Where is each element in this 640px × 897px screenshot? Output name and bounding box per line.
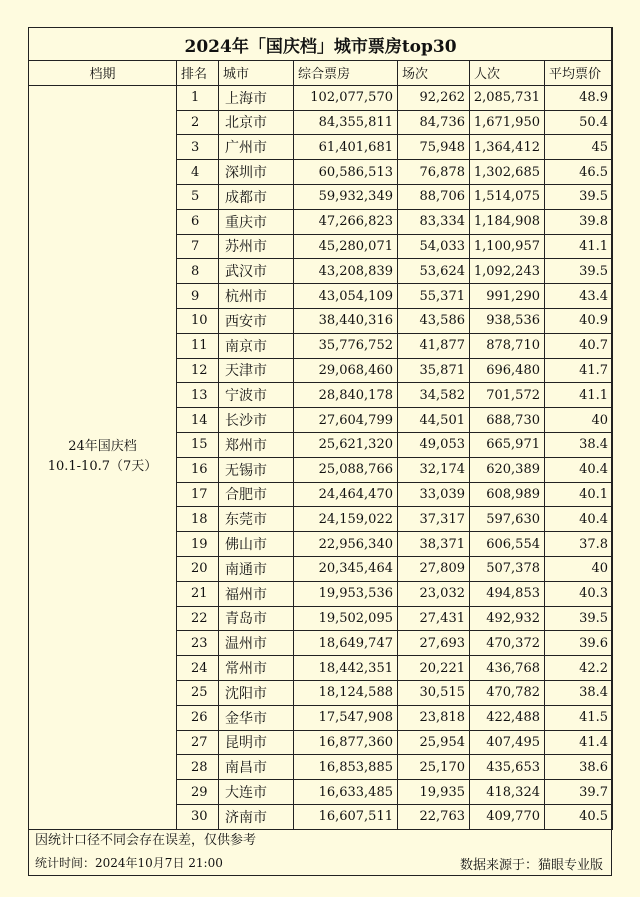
viewers-cell: 409,770 <box>470 804 545 829</box>
avg-price-cell: 41.4 <box>545 730 613 755</box>
period-dates: 10.1-10.7（7天） <box>47 459 158 475</box>
rank-cell: 12 <box>177 358 219 383</box>
viewers-cell: 435,653 <box>470 755 545 780</box>
avg-price-cell: 38.4 <box>545 680 613 705</box>
box-office-cell: 61,401,681 <box>294 135 398 160</box>
period-name: 24年国庆档 <box>68 439 137 455</box>
city-cell: 成都市 <box>219 184 294 209</box>
box-office-cell: 16,877,360 <box>294 730 398 755</box>
box-office-cell: 84,355,811 <box>294 110 398 135</box>
box-office-cell: 24,159,022 <box>294 507 398 532</box>
city-cell: 西安市 <box>219 308 294 333</box>
viewers-cell: 1,302,685 <box>470 160 545 185</box>
rank-cell: 3 <box>177 135 219 160</box>
city-cell: 上海市 <box>219 85 294 110</box>
avg-price-cell: 40.3 <box>545 581 613 606</box>
data-source: 数据来源于：猫眼专业版 <box>459 858 603 873</box>
avg-price-cell: 40.5 <box>545 804 613 829</box>
viewers-cell: 1,514,075 <box>470 184 545 209</box>
viewers-cell: 1,092,243 <box>470 259 545 284</box>
viewers-cell: 701,572 <box>470 383 545 408</box>
avg-price-cell: 42.2 <box>545 656 613 681</box>
city-cell: 杭州市 <box>219 284 294 309</box>
shows-cell: 49,053 <box>398 432 470 457</box>
box-office-cell: 38,440,316 <box>294 308 398 333</box>
avg-price-cell: 39.5 <box>545 184 613 209</box>
viewers-cell: 938,536 <box>470 308 545 333</box>
avg-price-cell: 43.4 <box>545 284 613 309</box>
avg-price-cell: 40 <box>545 408 613 433</box>
box-office-cell: 27,604,799 <box>294 408 398 433</box>
avg-price-cell: 39.5 <box>545 606 613 631</box>
rank-cell: 27 <box>177 730 219 755</box>
rank-cell: 10 <box>177 308 219 333</box>
viewers-cell: 1,671,950 <box>470 110 545 135</box>
rank-cell: 19 <box>177 532 219 557</box>
city-cell: 温州市 <box>219 631 294 656</box>
box-office-cell: 25,621,320 <box>294 432 398 457</box>
period-cell <box>29 85 177 829</box>
rank-cell: 22 <box>177 606 219 631</box>
city-cell: 福州市 <box>219 581 294 606</box>
viewers-cell: 2,085,731 <box>470 85 545 110</box>
avg-price-cell: 40.1 <box>545 482 613 507</box>
box-office-table <box>28 27 613 830</box>
header-row <box>29 61 613 86</box>
shows-cell: 88,706 <box>398 184 470 209</box>
viewers-cell: 470,782 <box>470 680 545 705</box>
avg-price-cell: 40 <box>545 556 613 581</box>
avg-price-cell: 40.4 <box>545 507 613 532</box>
box-office-cell: 16,853,885 <box>294 755 398 780</box>
avg-price-cell: 39.8 <box>545 209 613 234</box>
shows-cell: 92,262 <box>398 85 470 110</box>
viewers-cell: 991,290 <box>470 284 545 309</box>
shows-cell: 43,586 <box>398 308 470 333</box>
table-row <box>29 85 613 110</box>
rank-cell: 5 <box>177 184 219 209</box>
shows-cell: 38,371 <box>398 532 470 557</box>
avg-price-cell: 41.5 <box>545 705 613 730</box>
city-cell: 东莞市 <box>219 507 294 532</box>
box-office-cell: 25,088,766 <box>294 457 398 482</box>
box-office-cell: 17,547,908 <box>294 705 398 730</box>
box-office-cell: 43,054,109 <box>294 284 398 309</box>
box-office-cell: 47,266,823 <box>294 209 398 234</box>
shows-cell: 76,878 <box>398 160 470 185</box>
viewers-cell: 507,378 <box>470 556 545 581</box>
header-rank: 排名 <box>177 61 219 86</box>
avg-price-cell: 38.4 <box>545 432 613 457</box>
box-office-cell: 18,124,588 <box>294 680 398 705</box>
city-cell: 南通市 <box>219 556 294 581</box>
shows-cell: 30,515 <box>398 680 470 705</box>
city-cell: 苏州市 <box>219 234 294 259</box>
city-cell: 金华市 <box>219 705 294 730</box>
viewers-cell: 620,389 <box>470 457 545 482</box>
rank-cell: 24 <box>177 656 219 681</box>
shows-cell: 83,334 <box>398 209 470 234</box>
viewers-cell: 878,710 <box>470 333 545 358</box>
header-viewers: 人次 <box>470 61 545 86</box>
footer <box>29 826 611 876</box>
shows-cell: 55,371 <box>398 284 470 309</box>
box-office-cell: 20,345,464 <box>294 556 398 581</box>
box-office-cell: 35,776,752 <box>294 333 398 358</box>
box-office-cell: 22,956,340 <box>294 532 398 557</box>
city-cell: 青岛市 <box>219 606 294 631</box>
city-cell: 北京市 <box>219 110 294 135</box>
rank-cell: 7 <box>177 234 219 259</box>
avg-price-cell: 40.7 <box>545 333 613 358</box>
box-office-cell: 16,633,485 <box>294 780 398 805</box>
shows-cell: 27,693 <box>398 631 470 656</box>
header-city: 城市 <box>219 61 294 86</box>
shows-cell: 35,871 <box>398 358 470 383</box>
avg-price-cell: 41.1 <box>545 234 613 259</box>
city-cell: 大连市 <box>219 780 294 805</box>
shows-cell: 37,317 <box>398 507 470 532</box>
shows-cell: 22,763 <box>398 804 470 829</box>
viewers-cell: 1,364,412 <box>470 135 545 160</box>
header-avg-price: 平均票价 <box>545 61 613 86</box>
rank-cell: 29 <box>177 780 219 805</box>
avg-price-cell: 39.7 <box>545 780 613 805</box>
rank-cell: 23 <box>177 631 219 656</box>
viewers-cell: 606,554 <box>470 532 545 557</box>
viewers-cell: 470,372 <box>470 631 545 656</box>
box-office-cell: 24,464,470 <box>294 482 398 507</box>
box-office-cell: 29,068,460 <box>294 358 398 383</box>
city-cell: 昆明市 <box>219 730 294 755</box>
header-box-office: 综合票房 <box>294 61 398 86</box>
rank-cell: 30 <box>177 804 219 829</box>
shows-cell: 23,032 <box>398 581 470 606</box>
header-shows: 场次 <box>398 61 470 86</box>
box-office-cell: 16,607,511 <box>294 804 398 829</box>
shows-cell: 25,954 <box>398 730 470 755</box>
box-office-cell: 19,953,536 <box>294 581 398 606</box>
rank-cell: 1 <box>177 85 219 110</box>
avg-price-cell: 48.9 <box>545 85 613 110</box>
rank-cell: 16 <box>177 457 219 482</box>
report-frame <box>28 27 612 876</box>
viewers-cell: 688,730 <box>470 408 545 433</box>
rank-cell: 17 <box>177 482 219 507</box>
shows-cell: 27,809 <box>398 556 470 581</box>
city-cell: 常州市 <box>219 656 294 681</box>
city-cell: 天津市 <box>219 358 294 383</box>
city-cell: 济南市 <box>219 804 294 829</box>
rank-cell: 26 <box>177 705 219 730</box>
rank-cell: 28 <box>177 755 219 780</box>
avg-price-cell: 40.4 <box>545 457 613 482</box>
viewers-cell: 696,480 <box>470 358 545 383</box>
avg-price-cell: 39.6 <box>545 631 613 656</box>
shows-cell: 75,948 <box>398 135 470 160</box>
shows-cell: 54,033 <box>398 234 470 259</box>
rank-cell: 13 <box>177 383 219 408</box>
avg-price-cell: 41.7 <box>545 358 613 383</box>
box-office-cell: 60,586,513 <box>294 160 398 185</box>
city-cell: 南京市 <box>219 333 294 358</box>
viewers-cell: 418,324 <box>470 780 545 805</box>
avg-price-cell: 37.8 <box>545 532 613 557</box>
city-cell: 无锡市 <box>219 457 294 482</box>
table-title: 2024年「国庆档」城市票房top30 <box>29 28 613 61</box>
rank-cell: 8 <box>177 259 219 284</box>
shows-cell: 33,039 <box>398 482 470 507</box>
viewers-cell: 665,971 <box>470 432 545 457</box>
avg-price-cell: 41.1 <box>545 383 613 408</box>
city-cell: 佛山市 <box>219 532 294 557</box>
rank-cell: 14 <box>177 408 219 433</box>
box-office-cell: 43,208,839 <box>294 259 398 284</box>
box-office-cell: 59,932,349 <box>294 184 398 209</box>
stat-time: 统计时间：2024年10月7日 21:00 <box>35 856 223 870</box>
city-cell: 长沙市 <box>219 408 294 433</box>
city-cell: 重庆市 <box>219 209 294 234</box>
shows-cell: 44,501 <box>398 408 470 433</box>
shows-cell: 25,170 <box>398 755 470 780</box>
viewers-cell: 492,932 <box>470 606 545 631</box>
box-office-cell: 102,077,570 <box>294 85 398 110</box>
city-cell: 深圳市 <box>219 160 294 185</box>
disclaimer-note: 因统计口径不同会存在误差，仅供参考 <box>35 833 257 848</box>
avg-price-cell: 38.6 <box>545 755 613 780</box>
city-cell: 郑州市 <box>219 432 294 457</box>
viewers-cell: 597,630 <box>470 507 545 532</box>
shows-cell: 23,818 <box>398 705 470 730</box>
shows-cell: 20,221 <box>398 656 470 681</box>
rank-cell: 15 <box>177 432 219 457</box>
avg-price-cell: 45 <box>545 135 613 160</box>
rank-cell: 4 <box>177 160 219 185</box>
viewers-cell: 608,989 <box>470 482 545 507</box>
city-cell: 宁波市 <box>219 383 294 408</box>
rank-cell: 21 <box>177 581 219 606</box>
city-cell: 南昌市 <box>219 755 294 780</box>
shows-cell: 32,174 <box>398 457 470 482</box>
viewers-cell: 422,488 <box>470 705 545 730</box>
rank-cell: 18 <box>177 507 219 532</box>
avg-price-cell: 50.4 <box>545 110 613 135</box>
rank-cell: 11 <box>177 333 219 358</box>
rank-cell: 20 <box>177 556 219 581</box>
avg-price-cell: 46.5 <box>545 160 613 185</box>
box-office-cell: 28,840,178 <box>294 383 398 408</box>
table-body <box>29 85 613 829</box>
viewers-cell: 494,853 <box>470 581 545 606</box>
shows-cell: 41,877 <box>398 333 470 358</box>
city-cell: 合肥市 <box>219 482 294 507</box>
viewers-cell: 1,100,957 <box>470 234 545 259</box>
avg-price-cell: 40.9 <box>545 308 613 333</box>
viewers-cell: 407,495 <box>470 730 545 755</box>
rank-cell: 6 <box>177 209 219 234</box>
city-cell: 武汉市 <box>219 259 294 284</box>
avg-price-cell: 39.5 <box>545 259 613 284</box>
shows-cell: 27,431 <box>398 606 470 631</box>
rank-cell: 25 <box>177 680 219 705</box>
city-cell: 沈阳市 <box>219 680 294 705</box>
shows-cell: 19,935 <box>398 780 470 805</box>
shows-cell: 84,736 <box>398 110 470 135</box>
rank-cell: 9 <box>177 284 219 309</box>
box-office-cell: 45,280,071 <box>294 234 398 259</box>
box-office-cell: 19,502,095 <box>294 606 398 631</box>
box-office-cell: 18,442,351 <box>294 656 398 681</box>
viewers-cell: 1,184,908 <box>470 209 545 234</box>
viewers-cell: 436,768 <box>470 656 545 681</box>
shows-cell: 34,582 <box>398 383 470 408</box>
city-cell: 广州市 <box>219 135 294 160</box>
box-office-cell: 18,649,747 <box>294 631 398 656</box>
header-period: 档期 <box>29 61 177 86</box>
rank-cell: 2 <box>177 110 219 135</box>
shows-cell: 53,624 <box>398 259 470 284</box>
